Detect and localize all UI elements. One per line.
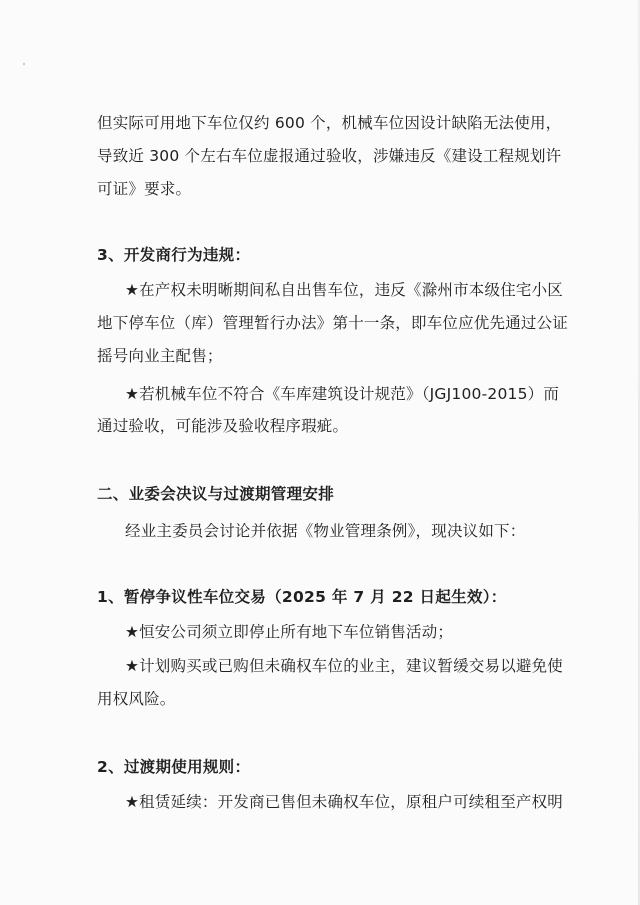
section-heading-3: 3、开发商行为违规： [97,246,251,264]
paragraph-line: 用权风险。 [97,690,176,708]
paragraph-line: 通过验收，可能涉及验收程序瑕疵。 [97,417,349,435]
section-intro: 经业主委员会讨论并依据《物业管理条例》，现决议如下： [125,522,526,540]
resolution-heading-1: 1、暂停争议性车位交易（2025 年 7 月 22 日起生效）： [97,588,507,606]
paragraph-line: ★若机械车位不符合《车库建筑设计规范》（JGJ100-2015）而 [125,385,560,403]
paragraph-line: ★计划购买或已购但未确权车位的业主，建议暂缓交易以避免使 [125,657,563,675]
section-heading-2: 二、业委会决议与过渡期管理安排 [97,485,335,503]
paragraph-line: 导致近 300 个左右车位虚报通过验收，涉嫌违反《建设工程规划许 [97,147,562,165]
paragraph-line: ★租赁延续：开发商已售但未确权车位，原租户可续租至产权明 [125,793,563,811]
paragraph-line: ★恒安公司须立即停止所有地下车位销售活动； [125,623,454,641]
resolution-heading-2: 2、过渡期使用规则： [97,758,251,776]
paragraph-line: 摇号向业主配售； [97,347,223,365]
paragraph-line: ★在产权未明晰期间私自出售车位，违反《滁州市本级住宅小区 [125,281,563,299]
paragraph-line: 地下停车位（库）管理暂行办法》第十一条，即车位应优先通过公证 [97,314,569,332]
scan-speck [23,63,25,65]
paragraph-line: 但实际可用地下车位仅约 600 个，机械车位因设计缺陷无法使用， [97,114,562,132]
paragraph-line: 可证》要求。 [97,180,192,198]
